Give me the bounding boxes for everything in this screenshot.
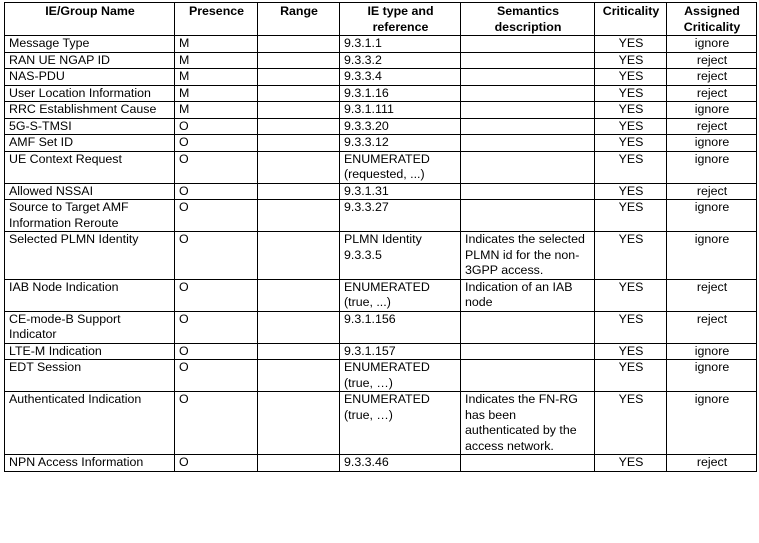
cell-criticality: YES — [595, 118, 667, 135]
cell-range — [258, 311, 340, 343]
cell-criticality: YES — [595, 69, 667, 86]
cell-assigned-criticality: ignore — [667, 36, 757, 53]
cell-ie-type-reference: ENUMERATED (true, …) — [340, 360, 461, 392]
cell-ie-type-reference: ENUMERATED (true, …) — [340, 392, 461, 455]
header-semantics-description: Semantics description — [461, 3, 595, 36]
header-range: Range — [258, 3, 340, 36]
cell-assigned-criticality: reject — [667, 183, 757, 200]
cell-range — [258, 279, 340, 311]
cell-assigned-criticality: ignore — [667, 232, 757, 280]
cell-semantics-description — [461, 36, 595, 53]
cell-ie-group-name: 5G-S-TMSI — [5, 118, 175, 135]
cell-range — [258, 52, 340, 69]
cell-assigned-criticality: ignore — [667, 360, 757, 392]
cell-ie-group-name: NPN Access Information — [5, 455, 175, 472]
cell-ie-group-name: IAB Node Indication — [5, 279, 175, 311]
cell-presence: O — [175, 232, 258, 280]
header-ie-group-name: IE/Group Name — [5, 3, 175, 36]
cell-assigned-criticality: ignore — [667, 102, 757, 119]
cell-ie-group-name: User Location Information — [5, 85, 175, 102]
cell-ie-type-reference: 9.3.3.20 — [340, 118, 461, 135]
cell-range — [258, 85, 340, 102]
cell-ie-group-name: CE-mode-B Support Indicator — [5, 311, 175, 343]
cell-ie-type-reference: 9.3.1.156 — [340, 311, 461, 343]
cell-ie-group-name: LTE-M Indication — [5, 343, 175, 360]
header-criticality: Criticality — [595, 3, 667, 36]
cell-ie-type-reference: 9.3.3.46 — [340, 455, 461, 472]
cell-range — [258, 151, 340, 183]
table-row — [5, 232, 757, 280]
cell-criticality: YES — [595, 232, 667, 280]
cell-semantics-description — [461, 183, 595, 200]
table-row — [5, 311, 757, 343]
cell-presence: O — [175, 455, 258, 472]
cell-criticality: YES — [595, 343, 667, 360]
table-row — [5, 85, 757, 102]
cell-presence: M — [175, 69, 258, 86]
cell-ie-group-name: Message Type — [5, 36, 175, 53]
cell-ie-type-reference: ENUMERATED (true, ...) — [340, 279, 461, 311]
header-ie-type-reference: IE type and reference — [340, 3, 461, 36]
table-row — [5, 360, 757, 392]
cell-presence: O — [175, 360, 258, 392]
cell-semantics-description — [461, 360, 595, 392]
cell-assigned-criticality: reject — [667, 279, 757, 311]
cell-presence: O — [175, 151, 258, 183]
cell-presence: O — [175, 200, 258, 232]
cell-criticality: YES — [595, 311, 667, 343]
cell-ie-group-name: NAS-PDU — [5, 69, 175, 86]
cell-assigned-criticality: ignore — [667, 392, 757, 455]
cell-ie-type-reference: 9.3.1.157 — [340, 343, 461, 360]
cell-criticality: YES — [595, 102, 667, 119]
cell-range — [258, 102, 340, 119]
table-row — [5, 279, 757, 311]
cell-semantics-description — [461, 118, 595, 135]
cell-ie-group-name: EDT Session — [5, 360, 175, 392]
cell-ie-type-reference: 9.3.1.16 — [340, 85, 461, 102]
cell-assigned-criticality: reject — [667, 311, 757, 343]
cell-ie-type-reference: 9.3.1.31 — [340, 183, 461, 200]
cell-assigned-criticality: ignore — [667, 343, 757, 360]
cell-presence: M — [175, 52, 258, 69]
cell-ie-group-name: Allowed NSSAI — [5, 183, 175, 200]
cell-ie-group-name: Selected PLMN Identity — [5, 232, 175, 280]
cell-ie-group-name: AMF Set ID — [5, 135, 175, 152]
cell-ie-group-name: Authenticated Indication — [5, 392, 175, 455]
cell-range — [258, 455, 340, 472]
ie-table — [4, 2, 757, 472]
table-row — [5, 151, 757, 183]
table-row — [5, 69, 757, 86]
cell-ie-group-name: UE Context Request — [5, 151, 175, 183]
header-row — [5, 3, 757, 36]
cell-semantics-description — [461, 52, 595, 69]
table-row — [5, 183, 757, 200]
cell-ie-type-reference: ENUMERATED (requested, ...) — [340, 151, 461, 183]
cell-semantics-description — [461, 151, 595, 183]
cell-range — [258, 69, 340, 86]
cell-ie-group-name: RAN UE NGAP ID — [5, 52, 175, 69]
header-presence: Presence — [175, 3, 258, 36]
cell-criticality: YES — [595, 360, 667, 392]
cell-range — [258, 232, 340, 280]
cell-assigned-criticality: reject — [667, 118, 757, 135]
cell-semantics-description — [461, 85, 595, 102]
cell-semantics-description: Indicates the FN-RG has been authenticated by the access network. — [461, 392, 595, 455]
cell-assigned-criticality: reject — [667, 69, 757, 86]
cell-assigned-criticality: ignore — [667, 151, 757, 183]
table-row — [5, 102, 757, 119]
cell-criticality: YES — [595, 36, 667, 53]
cell-ie-type-reference: 9.3.3.12 — [340, 135, 461, 152]
cell-criticality: YES — [595, 135, 667, 152]
cell-semantics-description — [461, 311, 595, 343]
cell-semantics-description — [461, 135, 595, 152]
cell-range — [258, 392, 340, 455]
header-assigned-criticality: Assigned Criticality — [667, 3, 757, 36]
table-row — [5, 455, 757, 472]
cell-criticality: YES — [595, 279, 667, 311]
cell-criticality: YES — [595, 183, 667, 200]
table-row — [5, 36, 757, 53]
cell-range — [258, 360, 340, 392]
cell-range — [258, 118, 340, 135]
cell-semantics-description — [461, 343, 595, 360]
cell-assigned-criticality: reject — [667, 52, 757, 69]
cell-presence: O — [175, 392, 258, 455]
cell-criticality: YES — [595, 52, 667, 69]
cell-ie-type-reference: PLMN Identity 9.3.3.5 — [340, 232, 461, 280]
cell-ie-type-reference: 9.3.1.111 — [340, 102, 461, 119]
cell-range — [258, 183, 340, 200]
cell-ie-type-reference: 9.3.1.1 — [340, 36, 461, 53]
cell-semantics-description — [461, 455, 595, 472]
cell-ie-type-reference: 9.3.3.27 — [340, 200, 461, 232]
cell-assigned-criticality: reject — [667, 455, 757, 472]
cell-semantics-description: Indication of an IAB node — [461, 279, 595, 311]
cell-ie-type-reference: 9.3.3.4 — [340, 69, 461, 86]
cell-ie-type-reference: 9.3.3.2 — [340, 52, 461, 69]
cell-presence: O — [175, 343, 258, 360]
cell-presence: O — [175, 135, 258, 152]
cell-ie-group-name: RRC Establishment Cause — [5, 102, 175, 119]
cell-criticality: YES — [595, 85, 667, 102]
cell-semantics-description: Indicates the selected PLMN id for the non-3GPP access. — [461, 232, 595, 280]
table-row — [5, 392, 757, 455]
cell-presence: O — [175, 279, 258, 311]
cell-presence: M — [175, 102, 258, 119]
cell-range — [258, 200, 340, 232]
cell-presence: M — [175, 85, 258, 102]
cell-range — [258, 36, 340, 53]
cell-presence: O — [175, 118, 258, 135]
table-body — [5, 36, 757, 472]
cell-semantics-description — [461, 200, 595, 232]
table-row — [5, 200, 757, 232]
cell-criticality: YES — [595, 151, 667, 183]
cell-criticality: YES — [595, 455, 667, 472]
cell-assigned-criticality: ignore — [667, 200, 757, 232]
cell-range — [258, 135, 340, 152]
table-row — [5, 135, 757, 152]
cell-semantics-description — [461, 102, 595, 119]
cell-range — [258, 343, 340, 360]
cell-criticality: YES — [595, 200, 667, 232]
cell-semantics-description — [461, 69, 595, 86]
cell-criticality: YES — [595, 392, 667, 455]
cell-assigned-criticality: ignore — [667, 135, 757, 152]
cell-assigned-criticality: reject — [667, 85, 757, 102]
table-row — [5, 52, 757, 69]
cell-presence: O — [175, 311, 258, 343]
cell-presence: O — [175, 183, 258, 200]
table-row — [5, 118, 757, 135]
cell-presence: M — [175, 36, 258, 53]
cell-ie-group-name: Source to Target AMF Information Reroute — [5, 200, 175, 232]
table-row — [5, 343, 757, 360]
